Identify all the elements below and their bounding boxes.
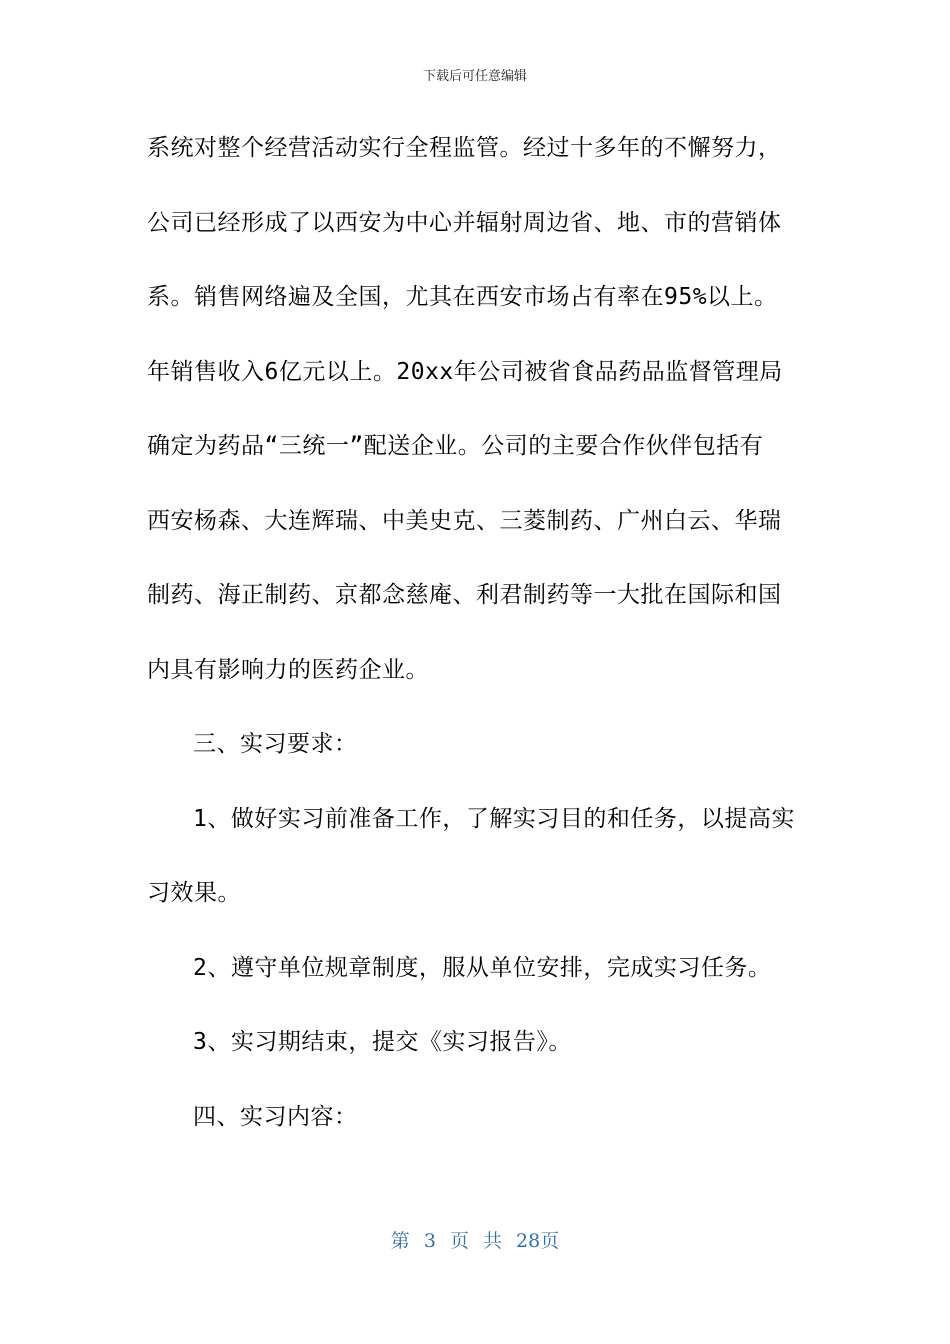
section-heading: 四、实习内容： [193, 1103, 358, 1130]
paragraph-line: 制药、海正制药、京都念慈庵、利君制药等一大批在国际和国 [147, 582, 782, 608]
paragraph-line: 系统对整个经营活动实行全程监管。经过十多年的不懈努力， [147, 135, 782, 161]
paragraph-line: 年销售收入6亿元以上。20xx年公司被省食品药品监督管理局 [147, 358, 783, 385]
paragraph-line: 确定为药品“三统一”配送企业。公司的主要合作伙伴包括有 [147, 433, 764, 459]
list-item: 3、实习期结束，提交《实习报告》。 [193, 1029, 572, 1055]
paragraph-line: 公司已经形成了以西安为中心并辐射周边省、地、市的营销体 [147, 209, 782, 236]
paragraph-line: 系。销售网络遍及全国，尤其在西安市场占有率在95%以上。 [147, 284, 778, 310]
paragraph-line: 内具有影响力的医药企业。 [147, 656, 429, 683]
page-number: 第 3 页 共 28页 [390, 1230, 560, 1252]
list-item: 1、做好实习前准备工作，了解实习目的和任务，以提高实 [193, 805, 795, 832]
section-heading: 三、实习要求： [193, 731, 358, 757]
paragraph-line: 西安杨森、大连辉瑞、中美史克、三菱制药、广州白云、华瑞 [147, 507, 782, 534]
list-item-continuation: 习效果。 [147, 880, 241, 906]
body-text [147, 126, 812, 1169]
list-item: 2、遵守单位规章制度，服从单位安排，完成实习任务。 [193, 954, 772, 981]
header-note: 下载后可任意编辑 [422, 69, 527, 84]
